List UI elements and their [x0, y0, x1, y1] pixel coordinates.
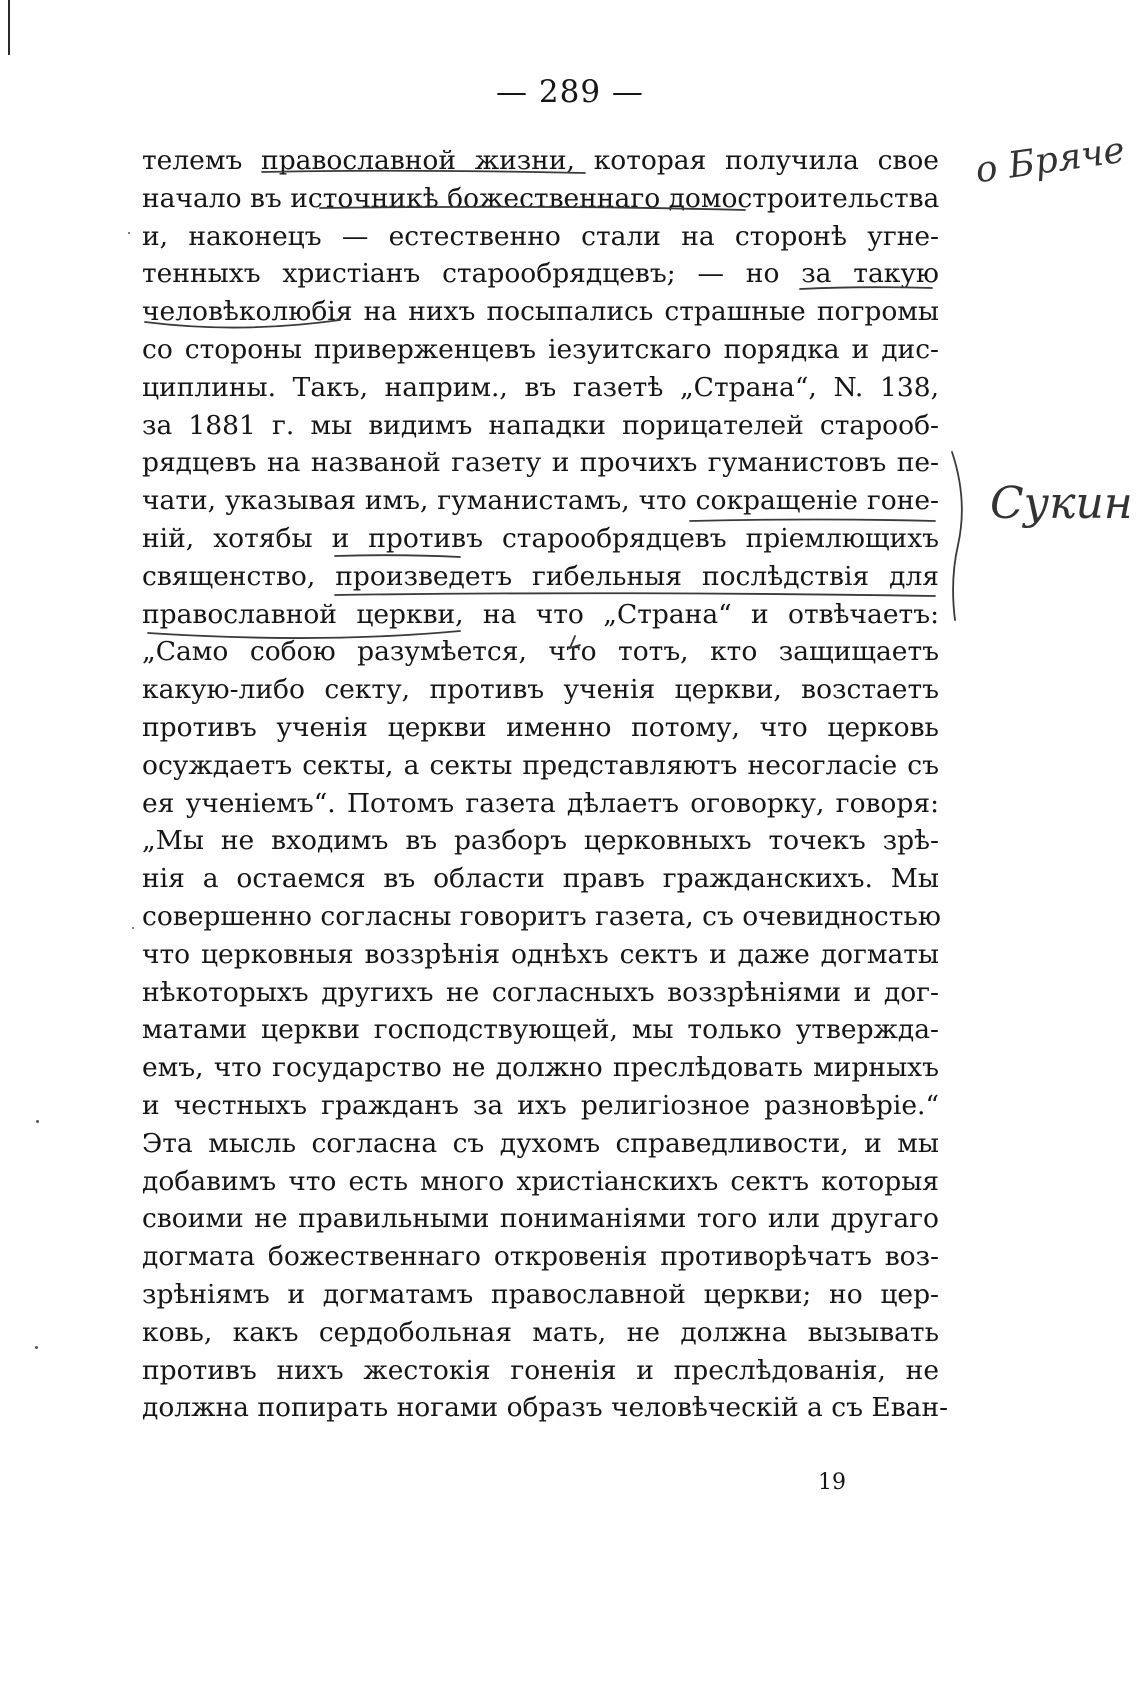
bracket-mark	[952, 452, 962, 620]
text-line: должна попирать ногами образъ человѣческій а съ Еван-	[142, 1392, 949, 1424]
text-line: добавимъ что есть много христіанскихъ сектъ которыя	[142, 1165, 939, 1197]
text-line: матами церкви господствующей, мы только утвержда-	[142, 1014, 939, 1046]
text-line: своими не правильными пониманіями того или другаго	[142, 1203, 939, 1235]
body-text	[142, 142, 949, 1427]
text-line: противъ ученія церкви именно потому, что церковь	[142, 711, 939, 743]
text-line: за 1881 г. мы видимъ нападки порицателей старооб-	[142, 409, 939, 441]
text-line: противъ нихъ жестокія гоненія и преслѣдованія, не	[142, 1354, 939, 1386]
text-line: и честныхъ гражданъ за ихъ религіозное разновѣріе.“	[142, 1089, 939, 1121]
text-line: и, наконецъ — естественно стали на сторонѣ угне-	[142, 220, 939, 252]
text-line: человѣколюбія на нихъ посыпались страшные погромы	[142, 296, 939, 328]
text-line: совершенно согласны говоритъ газета, съ очевидностью	[142, 900, 941, 932]
ink-speck	[132, 927, 134, 929]
text-line: начало въ источникѣ божественнаго домостроительства	[142, 182, 940, 214]
text-line: рядцевъ на названой газету и прочихъ гуманистовъ пе-	[142, 447, 939, 479]
text-line: осуждаетъ секты, а секты представляютъ несогласіе съ	[142, 749, 939, 781]
text-line: „Мы не входимъ въ разборъ церковныхъ точекъ зрѣ-	[142, 825, 939, 857]
text-line: нѣкоторыхъ другихъ не согласныхъ воззрѣніями и дог-	[142, 976, 939, 1008]
text-line: ковь, какъ сердобольная мать, не должна вызывать	[142, 1316, 939, 1348]
ink-speck	[128, 232, 130, 234]
text-line: ній, хотябы и противъ старообрядцевъ пріемлющихъ	[142, 522, 939, 554]
text-line: нія а остаемся въ области правъ гражданскихъ. Мы	[142, 863, 939, 895]
text-line: циплины. Такъ, наприм., въ газетѣ „Страна“, N. 138,	[142, 371, 939, 403]
page-edge-mark	[8, 0, 10, 55]
text-line: емъ, что государство не должно преслѣдовать мирныхъ	[142, 1052, 939, 1084]
ink-speck	[36, 1120, 39, 1123]
text-line: православной церкви, на что „Страна“ и отвѣчаетъ:	[142, 598, 939, 630]
text-line: ея ученіемъ“. Потомъ газета дѣлаетъ оговорку, говоря:	[142, 787, 939, 819]
sheet-signature: 19	[818, 1470, 846, 1495]
text-line: „Само собою разумѣется, что тотъ, кто защищаетъ	[142, 636, 939, 668]
ink-speck	[35, 1346, 38, 1349]
text-line: чати, указывая имъ, гуманистамъ, что сокращеніе гоне-	[142, 485, 939, 517]
handwritten-note-middle: Сукин	[990, 478, 1133, 529]
handwritten-note-top: о Бряче	[972, 129, 1128, 192]
text-line: тенныхъ христіанъ старообрядцевъ; — но за такую	[142, 258, 939, 290]
page-number: — 289 —	[496, 74, 644, 110]
text-line: что церковныя воззрѣнія однѣхъ сектъ и даже догматы	[142, 938, 939, 970]
text-line: священство, произведетъ гибельныя послѣдствія для	[142, 560, 939, 592]
text-line: какую-либо секту, противъ ученія церкви, возстаетъ	[142, 674, 939, 706]
text-line: зрѣніямъ и догматамъ православной церкви; но цер-	[142, 1278, 939, 1310]
text-line: телемъ православной жизни, которая получила свое	[142, 145, 939, 176]
text-line: со стороны приверженцевъ іезуитскаго порядка и дис-	[142, 333, 939, 365]
text-line: догмата божественнаго откровенія противорѣчатъ воз-	[142, 1241, 939, 1273]
text-line: Эта мысль согласна съ духомъ справедливости, и мы	[142, 1127, 939, 1159]
